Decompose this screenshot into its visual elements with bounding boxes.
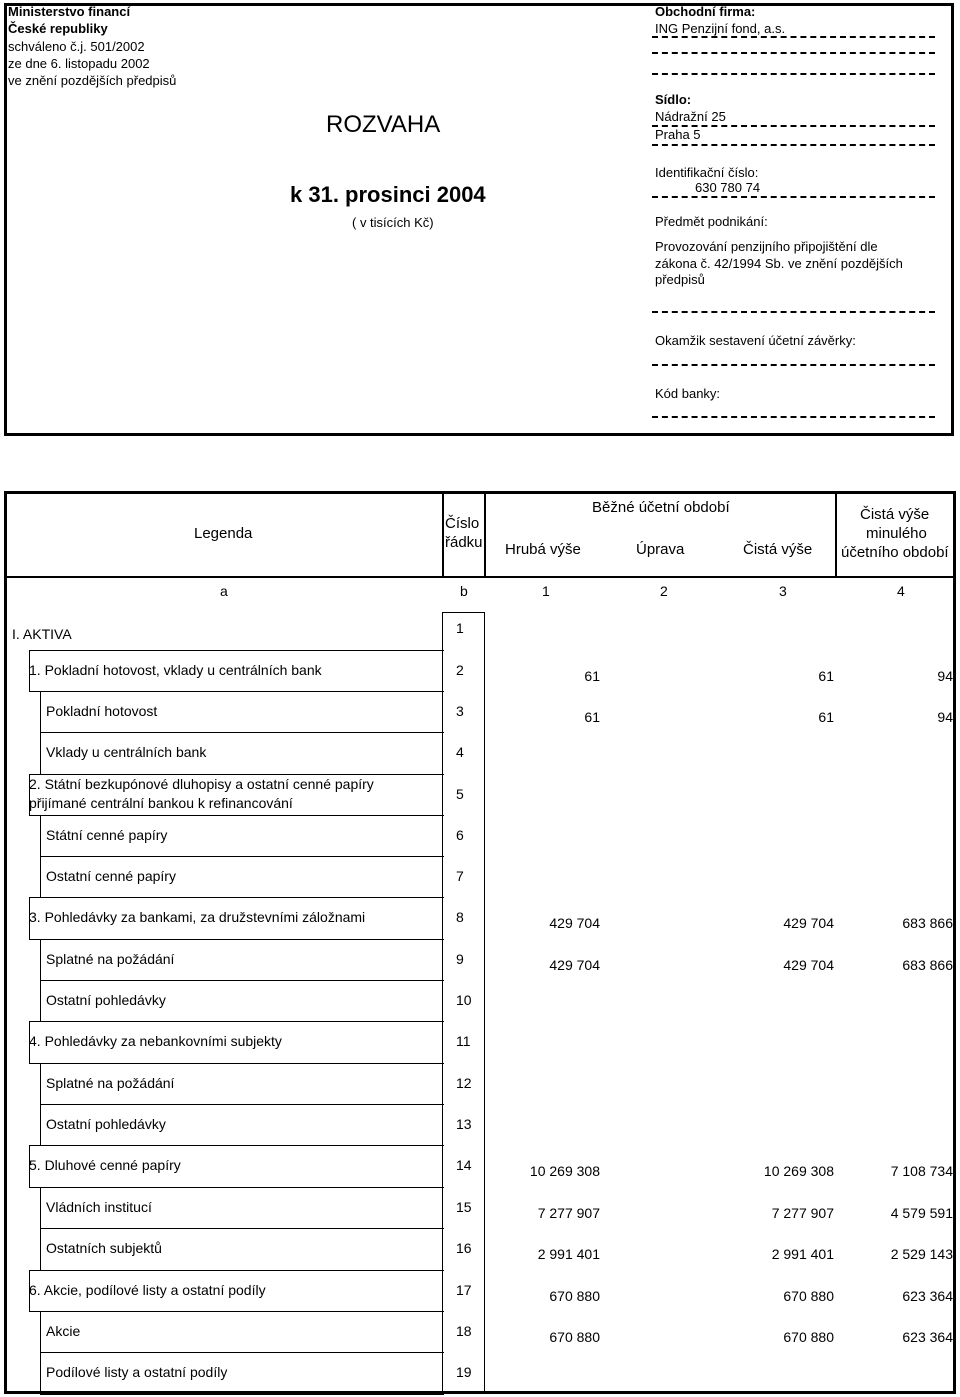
id-label: Identifikační číslo: — [655, 165, 759, 180]
col-divider — [484, 1063, 485, 1104]
net-value: 429 704 — [783, 957, 834, 973]
row-label: Ostatní cenné papíry — [46, 868, 176, 884]
col-divider — [484, 732, 485, 774]
header-gross: Hrubá výše — [505, 541, 581, 558]
col-divider — [442, 939, 443, 980]
header-net: Čistá výše — [743, 541, 813, 558]
col-letter-3: 3 — [779, 583, 787, 599]
col-divider — [40, 939, 41, 980]
col-divider — [442, 856, 443, 897]
row-number: 2 — [456, 662, 464, 678]
header-current-period: Běžné účetní období — [592, 499, 730, 516]
ministry-line4: ze dne 6. listopadu 2002 — [8, 56, 150, 71]
divider — [652, 416, 935, 418]
header-prev-2: minulého — [866, 525, 927, 542]
row-label: 2. Státní bezkupónové dluhopisy a ostatní cenné papíry — [29, 776, 374, 792]
row-label: 5. Dluhové cenné papíry — [29, 1157, 181, 1173]
col-divider — [484, 1270, 485, 1311]
row-divider — [29, 1270, 444, 1271]
col-divider — [484, 691, 485, 732]
col-divider — [442, 1104, 443, 1145]
header-adjustment: Úprava — [636, 541, 685, 558]
col-divider — [442, 1145, 443, 1187]
col-divider — [442, 1063, 443, 1104]
col-divider — [484, 1228, 485, 1270]
col-divider — [484, 1311, 485, 1352]
row-divider — [29, 650, 444, 651]
col-divider — [442, 1352, 443, 1394]
row-label: Podílové listy a ostatní podíly — [46, 1364, 228, 1380]
row-divider — [29, 1021, 444, 1022]
id-value: 630 780 74 — [695, 180, 761, 195]
row-number: 7 — [456, 868, 464, 884]
prev-value: 4 579 591 — [890, 1205, 953, 1221]
prev-value: 683 866 — [902, 957, 953, 973]
divider — [652, 73, 935, 75]
divider — [652, 311, 935, 313]
col-letter-a: a — [220, 583, 228, 599]
col-divider — [40, 1228, 41, 1270]
col-letter-2: 2 — [660, 583, 668, 599]
row-label: Ostatní pohledávky — [46, 992, 166, 1008]
col-divider — [40, 732, 41, 774]
col-divider — [40, 1104, 41, 1145]
header-row-no-1: Číslo — [445, 515, 480, 532]
row-label: Splatné na požádání — [46, 951, 175, 967]
ministry-line2: České republiky — [8, 21, 108, 36]
business-line3: předpisů — [655, 272, 705, 287]
col-divider — [442, 1187, 443, 1228]
seat-label: Sídlo: — [655, 92, 692, 107]
gross-value: 670 880 — [549, 1329, 600, 1345]
row-label: Ostatní pohledávky — [46, 1116, 166, 1132]
bank-code-label: Kód banky: — [655, 386, 721, 401]
divider — [652, 144, 935, 146]
row-number: 13 — [456, 1116, 472, 1132]
header-prev-3: účetního období — [841, 544, 949, 561]
row-number: 4 — [456, 744, 464, 760]
row-label: Vklady u centrálních bank — [46, 744, 207, 760]
net-value: 2 991 401 — [771, 1246, 834, 1262]
col-divider — [40, 1187, 41, 1228]
col-divider — [442, 1228, 443, 1270]
col-divider — [442, 732, 443, 774]
col-divider — [484, 897, 485, 939]
col-divider — [442, 612, 443, 650]
business-label: Předmět podnikání: — [655, 214, 768, 229]
row-number: 6 — [456, 827, 464, 843]
row-label: Vládních institucí — [46, 1199, 152, 1215]
gross-value: 61 — [584, 709, 600, 725]
col-divider — [484, 491, 486, 576]
gross-value: 429 704 — [549, 915, 600, 931]
row-number: 15 — [456, 1199, 472, 1215]
firm-name: ING Penzijní fond, a.s. — [655, 21, 786, 36]
net-value: 61 — [818, 709, 834, 725]
row-label: Ostatních subjektů — [46, 1240, 162, 1256]
col-divider — [484, 856, 485, 897]
row-divider — [40, 1104, 444, 1105]
col-divider — [484, 1352, 485, 1394]
col-divider — [484, 1145, 485, 1187]
section-heading: I. AKTIVA — [12, 626, 72, 642]
prev-value: 2 529 143 — [890, 1246, 953, 1262]
net-value: 10 269 308 — [763, 1163, 834, 1179]
row-divider — [40, 1394, 444, 1395]
header-legend: Legenda — [194, 525, 253, 542]
col-divider — [442, 650, 443, 691]
divider — [652, 52, 935, 54]
row-divider — [40, 1063, 444, 1064]
firm-label: Obchodní firma: — [655, 4, 756, 19]
col-divider — [484, 774, 485, 815]
page-title: ROZVAHA — [326, 111, 441, 138]
row-number: 16 — [456, 1240, 472, 1256]
row-number: 19 — [456, 1364, 472, 1380]
col-divider — [484, 1104, 485, 1145]
col-divider — [442, 1311, 443, 1352]
row-divider — [29, 897, 444, 898]
row-number: 11 — [456, 1033, 471, 1049]
col-divider — [442, 774, 443, 815]
header-row-no-2: řádku — [445, 534, 483, 551]
col-letter-b: b — [460, 583, 468, 599]
row-label: 4. Pohledávky za nebankovními subjekty — [29, 1033, 282, 1049]
row-divider — [40, 691, 444, 692]
prev-value: 623 364 — [902, 1329, 953, 1345]
col-divider — [40, 1311, 41, 1352]
row-number: 5 — [456, 786, 464, 802]
col-divider — [484, 1021, 485, 1063]
row-number: 3 — [456, 703, 464, 719]
row-label: Akcie — [46, 1323, 81, 1339]
row-number: 14 — [456, 1157, 472, 1173]
row-divider — [40, 815, 444, 816]
net-value: 61 — [818, 668, 834, 684]
col-letter-4: 4 — [897, 583, 905, 599]
net-value: 670 880 — [783, 1288, 834, 1304]
row-label: Pokladní hotovost — [46, 703, 158, 719]
gross-value: 10 269 308 — [529, 1163, 600, 1179]
col-divider — [40, 1063, 41, 1104]
col-divider — [442, 1021, 443, 1063]
row-label: 6. Akcie, podílové listy a ostatní podíly — [29, 1282, 266, 1298]
row-number: 9 — [456, 951, 464, 967]
divider — [652, 36, 935, 38]
col-divider — [442, 815, 443, 856]
net-value: 670 880 — [783, 1329, 834, 1345]
net-value: 7 277 907 — [771, 1205, 834, 1221]
row-divider — [40, 980, 444, 981]
row-divider — [40, 1311, 444, 1312]
gross-value: 2 991 401 — [537, 1246, 600, 1262]
row-divider — [40, 1187, 444, 1188]
row-number: 18 — [456, 1323, 472, 1339]
divider — [652, 364, 935, 366]
seat-city: Praha 5 — [655, 127, 701, 142]
row-divider — [40, 939, 444, 940]
report-date: k 31. prosinci 2004 — [290, 182, 486, 207]
col-letter-1: 1 — [542, 583, 550, 599]
row-divider — [40, 1228, 444, 1229]
col-divider — [484, 815, 485, 856]
col-divider — [442, 491, 444, 576]
row-label: Státní cenné papíry — [46, 827, 168, 843]
gross-value: 429 704 — [549, 957, 600, 973]
business-line1: Provozování penzijního připojištění dle — [655, 239, 878, 254]
ministry-line5: ve znění pozdějších předpisů — [8, 73, 177, 88]
prev-value: 7 108 734 — [890, 1163, 953, 1179]
row-label: 3. Pohledávky za bankami, za družstevními záložnami — [29, 909, 366, 925]
row-label-continued: přijímané centrální bankou k refinancování — [29, 795, 293, 811]
prev-value: 94 — [937, 668, 953, 684]
prev-value: 94 — [937, 709, 953, 725]
col-divider — [442, 980, 443, 1021]
row-divider — [40, 1352, 444, 1353]
col-divider — [835, 491, 837, 576]
col-divider — [484, 612, 485, 650]
header-bottom-line — [4, 576, 956, 578]
header-prev-1: Čistá výše — [860, 506, 930, 523]
col-divider — [40, 815, 41, 856]
col-divider — [40, 1352, 41, 1394]
gross-value: 61 — [584, 668, 600, 684]
row-number: 12 — [456, 1075, 472, 1091]
col-divider — [40, 856, 41, 897]
col-divider — [442, 1270, 443, 1311]
col-divider — [442, 691, 443, 732]
ministry-line1: Ministerstvo financí — [8, 4, 131, 19]
col-divider — [40, 691, 41, 732]
net-value: 429 704 — [783, 915, 834, 931]
gross-value: 7 277 907 — [537, 1205, 600, 1221]
moment-label: Okamžik sestavení účetní závěrky: — [655, 333, 856, 348]
row-number: 8 — [456, 909, 464, 925]
col-divider — [484, 650, 485, 691]
col-divider — [484, 980, 485, 1021]
row-divider — [40, 856, 444, 857]
row-divider — [40, 732, 444, 733]
row-number: 17 — [456, 1282, 472, 1298]
col-divider — [40, 980, 41, 1021]
row-number: 10 — [456, 992, 472, 1008]
prev-value: 683 866 — [902, 915, 953, 931]
row-divider — [442, 612, 484, 613]
row-label: Splatné na požádání — [46, 1075, 175, 1091]
col-divider — [484, 939, 485, 980]
prev-value: 623 364 — [902, 1288, 953, 1304]
row-label: 1. Pokladní hotovost, vklady u centrálních bank — [29, 662, 322, 678]
gross-value: 670 880 — [549, 1288, 600, 1304]
section-row-no: 1 — [456, 620, 464, 636]
seat-street: Nádražní 25 — [655, 109, 726, 124]
business-line2: zákona č. 42/1994 Sb. ve znění pozdějších — [655, 256, 903, 271]
ministry-line3: schváleno č.j. 501/2002 — [8, 39, 145, 54]
row-divider — [29, 774, 444, 775]
divider — [652, 196, 935, 198]
row-divider — [29, 1145, 444, 1146]
col-divider — [442, 897, 443, 939]
col-divider — [484, 1187, 485, 1228]
units-note: ( v tisících Kč) — [352, 215, 434, 230]
